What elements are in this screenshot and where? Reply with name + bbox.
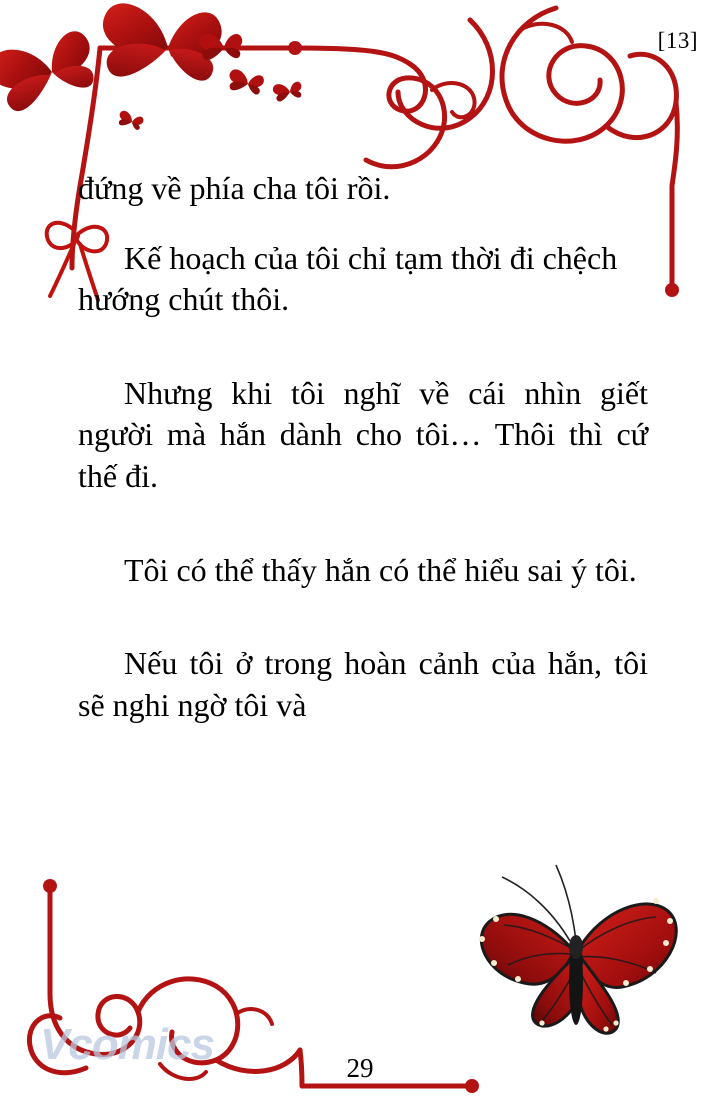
paragraph: Kế hoạch của tôi chỉ tạm thời đi chệch hướng chút thôi. — [78, 239, 618, 318]
corner-butterfly-illustration — [460, 863, 690, 1043]
paragraph: Tôi có thể thấy hắn có thể hiểu sai ý tôi. — [124, 551, 637, 588]
paragraph: đứng về phía cha tôi rồi. — [78, 170, 391, 206]
paragraph: Nhưng khi tôi nghĩ về cái nhìn giết người mà hắn dành cho tôi… Thôi thì cứ thế đi. — [78, 374, 648, 494]
page-tag: [13] — [657, 28, 698, 53]
page-number: 29 — [346, 1053, 374, 1083]
watermark-text: Vcomics — [40, 1020, 214, 1069]
paragraph: Nếu tôi ở trong hoàn cảnh của hắn, tôi sẽ nghi ngờ tôi và — [78, 645, 648, 723]
page-body-text — [78, 168, 648, 754]
